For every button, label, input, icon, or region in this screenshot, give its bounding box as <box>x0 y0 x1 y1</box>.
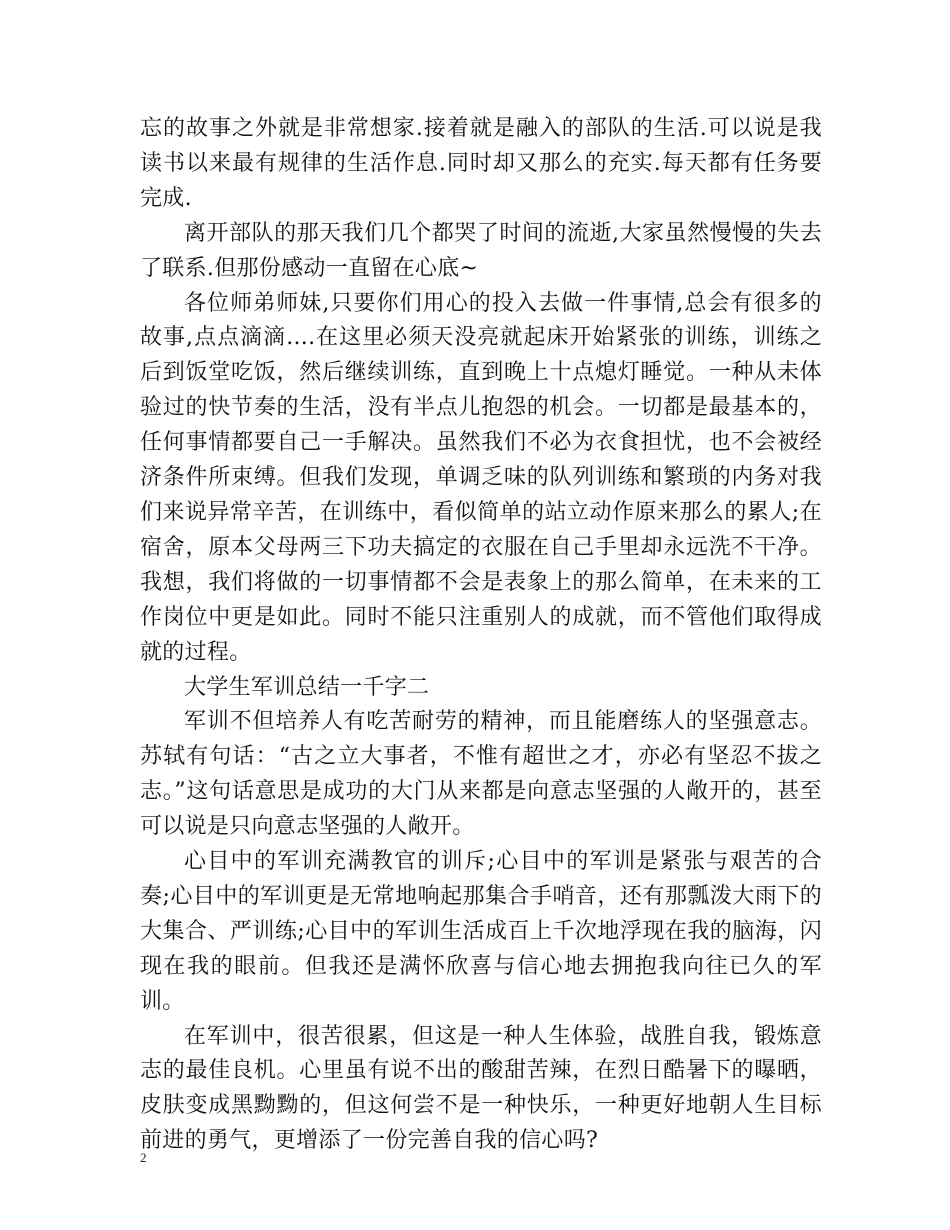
page-number: 2 <box>140 1150 147 1165</box>
paragraph-expectations: 心目中的军训充满教官的训斥;心目中的军训是紧张与艰苦的合奏;心目中的军训更是无常地响起那集合手哨音，还有那瓢泼大雨下的大集合、严训练;心目中的军训生活成百上千次地浮现在我的脑海，闪现在我的眼前。但我还是满怀欣喜与信心地去拥抱我向往已久的军训。 <box>140 849 822 1014</box>
paragraph-leaving-army: 离开部队的那天我们几个都哭了时间的流逝,大家虽然慢慢的失去了联系.但那份感动一直留在心底~ <box>140 220 822 281</box>
paragraph-willpower: 军训不但培养人有吃苦耐劳的精神，而且能磨练人的坚强意志。苏轼有句话：“古之立大事者，不惟有超世之才，亦必有坚忍不拔之志。”这句话意思是成功的大门从来都是向意志坚强的人敞开的，甚至可以说是只向意志坚强的人敞开。 <box>140 709 822 840</box>
paragraph-experience: 在军训中，很苦很累，但这是一种人生体验，战胜自我，锻炼意志的最佳良机。心里虽有说不出的酸甜苦辣，在烈日酷暑下的曝晒，皮肤变成黑黝黝的，但这何尝不是一种快乐，一种更好地朝人生目标前进的勇气，更增添了一份完善自我的信心吗? <box>140 1023 822 1154</box>
section-heading: 大学生军训总结一千字二 <box>184 674 430 700</box>
paragraph-continuation: 忘的故事之外就是非常想家.接着就是融入的部队的生活.可以说是我读书以来最有规律的生活作息.同时却又那么的充实.每天都有任务要完成. <box>140 116 822 211</box>
paragraph-advice-juniors: 各位师弟师妹,只要你们用心的投入去做一件事情,总会有很多的故事,点点滴滴....在这里必须天没亮就起床开始紧张的训练，训练之后到饭堂吃饭，然后继续训练，直到晚上十点熄灯睡觉。一种从未体验过的快节奏的生活，没有半点儿抱怨的机会。一切都是最基本的，任何事情都要自己一手解决。虽然我们不必为衣食担忧，也不会被经济条件所束缚。但我们发现，单调乏味的队列训练和繁琐的内务对我们来说异常辛苦，在训练中，看似简单的站立动作原来那么的累人;在宿舍，原本父母两三下功夫搞定的衣服在自己手里却永远洗不干净。我想，我们将做的一切事情都不会是表象上的那么简单，在未来的工作岗位中更是如此。同时不能只注重别人的成就，而不管他们取得成就的过程。 <box>140 290 822 665</box>
document-body <box>140 112 822 1159</box>
